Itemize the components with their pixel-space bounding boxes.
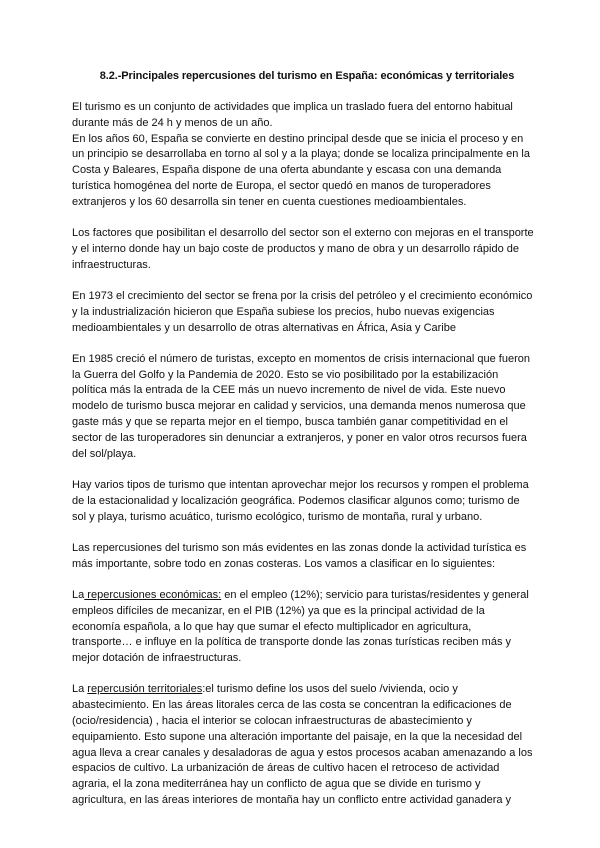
economic-heading: repercusiones económicas: <box>84 588 222 601</box>
document-body <box>72 100 534 809</box>
paragraph-sixties: En los años 60, España se convierte en destino principal desde que se inicia el proceso y en un principio se desarrollaba en torno al sol y a la playa; donde se localiza principalmente en la Costa y Baleares, España dispone de una oferta abundante y escasa con una demanda turística homogénea del norte de Europa, el sector quedó en manos de turoperadores extranjeros y los 60 desarrolla sin tener en cuenta cuestiones medioambientales. <box>72 132 530 208</box>
paragraph-tourism-types: Hay varios tipos de turismo que intentan aprovechar mejor los recursos y rompen el problema de la estacionalidad y localización geográfica. Podemos clasificar algunos como; turismo de sol y playa, turismo acuático, turismo ecológico, turismo de montaña, rural y urbano. <box>72 478 529 523</box>
paragraph-1973: En 1973 el crecimiento del sector se frena por la crisis del petróleo y el crecimiento económico y la industrialización hicieron que España subiese los precios, hubo nuevas exigencias medioambientales y un desarrollo de otras alternativas en África, Asia y Caribe <box>72 289 533 334</box>
paragraph-1985: En 1985 creció el número de turistas, excepto en momentos de crisis internacional que fueron la Guerra del Golfo y la Pandemia de 2020. Esto se vio posibilitado por la estabilización política más la entrada de la CEE más un nuevo incremento de nivel de vida. Este nuevo modelo de turismo busca mejorar en calidad y servicios, una demanda menos numerosa que gaste más y que se reparta mejor en el tiempo, busca también ganar competitividad en el sector de las turoperadores sin denunciar a extranjeros, y poner en valor otros recursos fuera del sol/playa. <box>72 352 530 460</box>
territorial-heading: repercusión territoriales <box>87 683 203 696</box>
paragraph-definition: El turismo es un conjunto de actividades que implica un traslado fuera del entorno habitual durante más de 24 h y menos de un año. <box>72 101 513 129</box>
paragraph-economic <box>72 588 534 667</box>
paragraph-repercussions-intro: Las repercusiones del turismo son más evidentes en las zonas donde la actividad turística es más importante, sobre todo en zonas costeras. Los vamos a clasificar en lo siguientes: <box>72 541 527 570</box>
territorial-prefix: La <box>72 683 88 696</box>
economic-text: en el empleo (12%); servicio para turistas/residentes y general empleos difíciles de mecanizar, en el PIB (12%) ya que es la principal actividad de la economía española, a lo que hay que sumar el efecto multiplicador en agricultura, transporte… e influye en la política de transporte donde las zonas turísticas reciben más y mejor dotación de infraestructuras. <box>72 588 529 665</box>
paragraph-factors: Los factores que posibilitan el desarrollo del sector son el externo con mejoras en el transporte y el interno donde hay un bajo coste de productos y mano de obra y un desarrollo rápido de infraestructuras. <box>72 227 534 271</box>
territorial-text: :el turismo define los usos del suelo /vivienda, ocio y abastecimiento. En las áreas litorales cerca de las costa se concentran la edificaciones de (ocio/residencia) , hacia el interior se colocan infraestructuras de abastecimiento y equipamiento. Esto supone una alteración importante del paisaje, en la que la necesidad del agua lleva a crear canales y desaladoras de agua y estos procesos acaban amenazando a los espacios de cultivo. La urbanización de áreas de cultivo hacen el retroceso de actividad agraria, el la zona mediterránea hay un conflicto de agua que se divide en turismo y agricultura, en las áreas interiores de montaña hay un conflicto entre actividad ganadera y <box>72 683 533 806</box>
page-title: 8.2.-Principales repercusiones del turismo en España: económicas y territoriales <box>99 70 515 82</box>
paragraph-territorial <box>72 682 534 808</box>
economic-prefix: La <box>72 588 85 601</box>
